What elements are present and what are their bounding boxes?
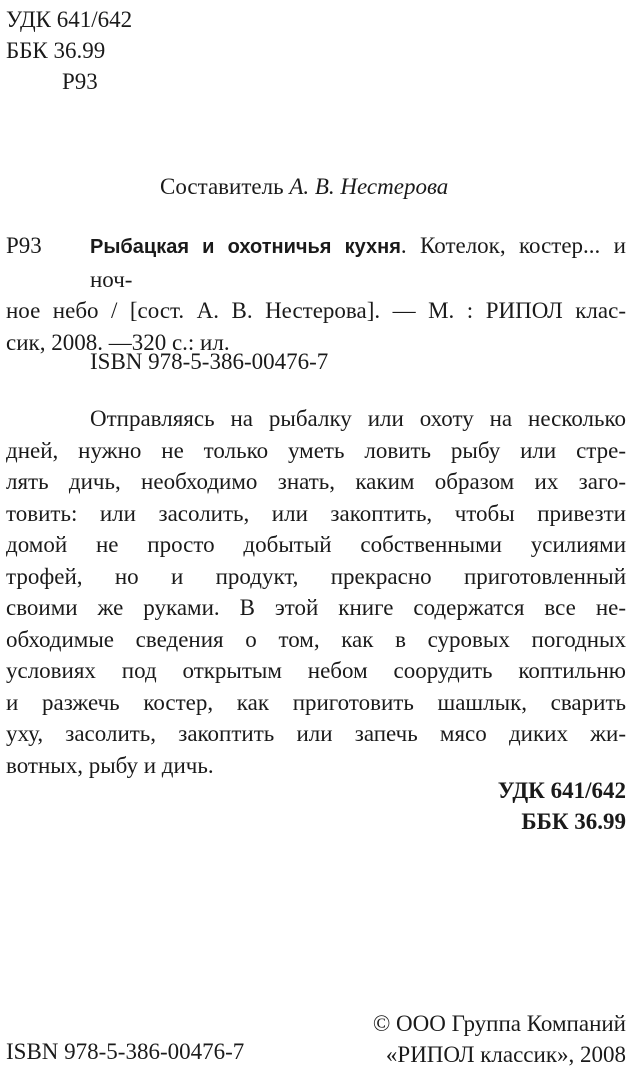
top-classification-codes: [6, 4, 132, 97]
copyright-notice: [373, 1008, 626, 1070]
annotation-line: вотных, рыбу и дичь.: [6, 752, 214, 778]
author-mark: Р93: [62, 69, 98, 94]
bbk-code-bold: ББК 36.99: [521, 809, 626, 834]
entry-line-1: [90, 230, 626, 295]
isbn-bottom: ISBN 978-5-386-00476-7: [6, 1039, 245, 1064]
annotation-line: уху, засолить, закоптить или запечь мясо диких жи-: [6, 721, 626, 746]
annotation-line: лять дичь, необходимо знать, каким образом их заго-: [6, 469, 626, 494]
annotation-line: трофей, но и продукт, прекрасно приготовленный: [6, 563, 626, 589]
copyright-line-2: «РИПОЛ классик», 2008: [385, 1042, 626, 1067]
book-title: Рыбацкая и охотничья кухня: [90, 236, 401, 258]
entry-line-2: ное небо / [сост. А. В. Нестерова]. — М. : РИПОЛ клас-: [6, 298, 626, 323]
isbn: ISBN 978-5-386-00476-7: [90, 349, 329, 374]
annotation-line: товить: или засолить, или закоптить, чтобы привезти: [6, 500, 626, 526]
annotation-line: и разжечь костер, как приготовить шашлык, сварить: [6, 689, 626, 715]
entry-author-mark: Р93: [6, 233, 42, 258]
copyright-line-1: © ООО Группа Компаний: [372, 1011, 626, 1036]
annotation: [6, 403, 626, 781]
annotation-line: домой не просто добытый собственными усилиями: [6, 532, 626, 557]
annotation-line: своими же руками. В этой книге содержатся все не-: [6, 595, 626, 620]
udk-code: УДК 641/642: [6, 7, 133, 32]
udk-code-bold: УДК 641/642: [497, 778, 626, 803]
compiler-line: [160, 172, 448, 202]
bbk-code: ББК 36.99: [6, 38, 106, 63]
annotation-line: условиях под открытым небом соорудить коптильню: [6, 658, 626, 683]
entry-line-3: сик, 2008. —320 с.: ил.: [6, 329, 230, 355]
bottom-classification-codes: [498, 775, 626, 837]
book-subtitle: . Котелок, костер... и ноч-: [90, 233, 626, 292]
annotation-line: обходимые сведения о том, как в суровых погодных: [6, 626, 626, 652]
compiler-label: Составитель: [160, 174, 284, 199]
annotation-line: Отправляясь на рыбалку или охоту на несколько: [90, 406, 626, 431]
annotation-line: дней, нужно не только уметь ловить рыбу или стре-: [6, 437, 626, 463]
compiler-name: А. В. Нестерова: [289, 174, 449, 199]
